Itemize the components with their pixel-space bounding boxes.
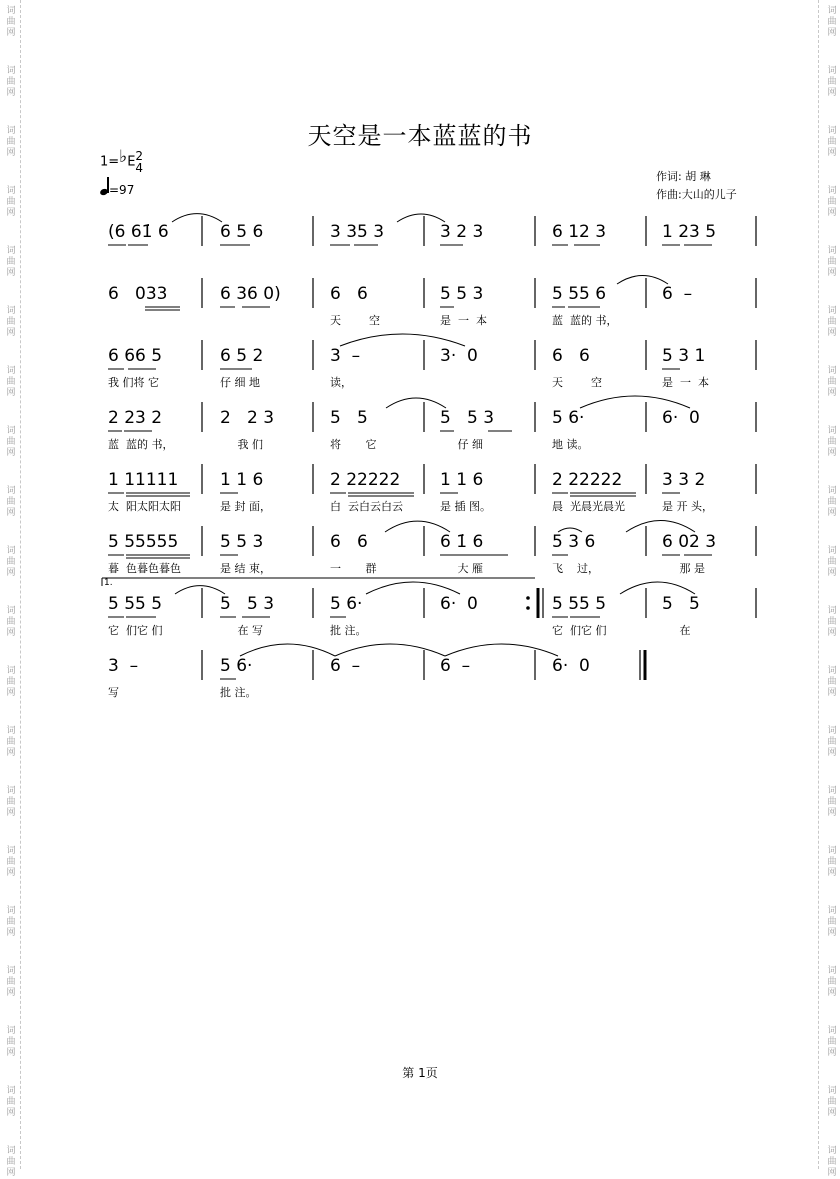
- measure-notes: 6 5 6: [220, 222, 264, 242]
- measure-notes: 3 2 3: [440, 222, 484, 242]
- lyric-text: 是 一 本: [440, 314, 487, 327]
- slur: [558, 528, 582, 532]
- lyric-text: 大 雁: [440, 562, 483, 575]
- watermark-text: 词 曲 网: [827, 786, 837, 818]
- watermark-text: 词 曲 网: [827, 1026, 837, 1058]
- measure-notes: 3 –: [108, 656, 139, 676]
- lyric-text: 批 注。: [220, 686, 257, 699]
- lyric-text: 天 空: [552, 376, 602, 389]
- measure-notes: 5 3 6: [552, 532, 596, 552]
- measure-notes: 6 –: [662, 284, 693, 304]
- watermark-text: 词 曲 网: [827, 486, 837, 518]
- watermark-text: 词 曲 网: [6, 1086, 16, 1118]
- key-signature: 1=♭E 2 4: [100, 146, 144, 175]
- composer-credit: 作曲:大山的儿子: [656, 188, 737, 201]
- lyric-text: 仔 细 地: [220, 376, 260, 389]
- watermark-text: 词 曲 网: [827, 666, 837, 698]
- watermark-text: 词 曲 网: [6, 906, 16, 938]
- song-title: 天空是一本蓝蓝的书: [307, 122, 533, 150]
- measure-notes: 6 12 3: [552, 222, 607, 242]
- watermark-text: 词 曲 网: [827, 846, 837, 878]
- lyric-text: 一 群: [330, 562, 377, 575]
- watermark-text: 词 曲 网: [6, 786, 16, 818]
- repeat-dot: [526, 596, 530, 600]
- watermark-text: 词 曲 网: [827, 966, 837, 998]
- measure-notes: 6 5 2: [220, 346, 264, 366]
- watermark-text: 词 曲 网: [827, 426, 837, 458]
- slur: [340, 334, 465, 346]
- watermark-text: 词 曲 网: [827, 246, 837, 278]
- slur: [175, 586, 225, 594]
- measure-notes: 5 6·: [552, 408, 585, 428]
- lyric-text: 批 注。: [330, 624, 367, 637]
- volta-label: 1.: [104, 578, 113, 588]
- measure-notes: 6 –: [440, 656, 471, 676]
- measure-notes: 5 55 5: [108, 594, 163, 614]
- watermark-text: 词 曲 网: [827, 546, 837, 578]
- watermark-text: 词 曲 网: [6, 846, 16, 878]
- lyric-text: 是 开 头，: [662, 500, 713, 513]
- watermark-text: 词 曲 网: [827, 726, 837, 758]
- measure-notes: 6· 0: [552, 656, 590, 676]
- watermark-text: 词 曲 网: [827, 186, 837, 218]
- watermark-text: 词 曲 网: [827, 6, 837, 38]
- watermark-text: 词 曲 网: [827, 366, 837, 398]
- measure-notes: 5 5 3: [440, 408, 495, 428]
- watermark-text: 词 曲 网: [827, 306, 837, 338]
- measure-notes: 6 –: [330, 656, 361, 676]
- measure-notes: 3· 0: [440, 346, 478, 366]
- measure-notes: 1 1 6: [220, 470, 264, 490]
- measure-notes: 5 6·: [220, 656, 253, 676]
- lyric-text: 仔 细: [440, 438, 483, 451]
- watermark-text: 词 曲 网: [6, 606, 16, 638]
- slur: [335, 644, 445, 656]
- watermark-text: 词 曲 网: [6, 546, 16, 578]
- watermark-text: 词 曲 网: [827, 1146, 837, 1178]
- time-signature: 2 4: [135, 149, 144, 175]
- measure-notes: 3 3 2: [662, 470, 706, 490]
- lyric-text: 写: [108, 686, 119, 699]
- repeat-dot: [526, 606, 530, 610]
- flat-icon: ♭: [119, 146, 128, 167]
- measure-notes: 6 6: [552, 346, 590, 366]
- measure-notes: 5 5 3: [440, 284, 484, 304]
- measure-notes: 2 22222: [330, 470, 401, 490]
- watermark-text: 词 曲 网: [6, 246, 16, 278]
- slur: [385, 521, 450, 532]
- watermark-text: 词 曲 网: [827, 66, 837, 98]
- measure-notes: 1 23 5: [662, 222, 717, 242]
- slur: [172, 214, 222, 222]
- lyric-text: 蓝 蓝的 书，: [108, 438, 174, 451]
- measure-notes: 3 –: [330, 346, 361, 366]
- watermark-text: 词 曲 网: [6, 486, 16, 518]
- lyricist-credit: 作词: 胡 琳: [656, 170, 711, 183]
- watermark-text: 词 曲 网: [827, 126, 837, 158]
- measure-notes: 6 1̇ 6: [440, 532, 484, 552]
- watermark-text: 词 曲 网: [6, 1026, 16, 1058]
- lyric-text: 暮 色暮色暮色: [108, 562, 181, 575]
- lyric-text: 天 空: [330, 314, 380, 327]
- watermark-text: 词 曲 网: [6, 306, 16, 338]
- measure-notes: 3 35 3: [330, 222, 385, 242]
- lyric-text: 蓝 蓝的 书，: [552, 314, 618, 327]
- watermark-text: 词 曲 网: [6, 366, 16, 398]
- measure-notes: 5 5 3: [220, 532, 264, 552]
- watermark-text: 词 曲 网: [827, 906, 837, 938]
- watermark-text: 词 曲 网: [827, 606, 837, 638]
- slur: [620, 582, 695, 594]
- lyric-text: 晨 光晨光晨光: [552, 500, 625, 513]
- measure-notes: 5 5 3: [220, 594, 275, 614]
- lyric-text: 在 写: [220, 624, 263, 637]
- watermark-text: 词 曲 网: [6, 6, 16, 38]
- lyric-text: 太 阳太阳太阳: [108, 500, 181, 513]
- measure-notes: 5 5: [330, 408, 368, 428]
- slur: [617, 276, 668, 285]
- watermark-text: 词 曲 网: [6, 186, 16, 218]
- lyric-text: 那 是: [662, 562, 705, 575]
- lyric-text: 读，: [330, 376, 352, 389]
- lyric-text: 白 云白云白云: [330, 500, 403, 513]
- lyric-text: 我 们: [220, 438, 263, 451]
- watermark-text: 词 曲 网: [6, 666, 16, 698]
- watermark-text: 词 曲 网: [6, 726, 16, 758]
- measure-notes: 2 22222: [552, 470, 623, 490]
- slur: [386, 398, 446, 408]
- measure-notes: 5 55 6: [552, 284, 607, 304]
- measure-notes: 6 6: [330, 284, 368, 304]
- measure-notes: 5 55 5: [552, 594, 607, 614]
- lyric-text: 飞 过，: [552, 562, 599, 575]
- lyric-text: 是 插 图。: [440, 500, 491, 513]
- slur: [240, 644, 335, 656]
- slur: [580, 396, 690, 408]
- measure-notes: 5 55555: [108, 532, 179, 552]
- lyric-text: 它 们它 们: [552, 624, 607, 637]
- measure-notes: 6 6: [330, 532, 368, 552]
- watermark-text: 词 曲 网: [827, 1086, 837, 1118]
- measure-notes: 6 36 0): [220, 284, 281, 304]
- watermark-text: 词 曲 网: [6, 1146, 16, 1178]
- lyric-text: 它 们它 们: [108, 624, 163, 637]
- measure-notes: 6 033: [108, 284, 168, 304]
- slur: [366, 582, 460, 594]
- lyric-text: 是 结 束，: [220, 562, 271, 575]
- measure-notes: 6· 0: [440, 594, 478, 614]
- lyric-text: 在: [662, 624, 691, 637]
- measure-notes: (6 61̇ 6: [108, 222, 169, 242]
- measure-notes: 5 5: [662, 594, 700, 614]
- lyric-text: 将 它: [330, 438, 377, 451]
- watermark-text: 词 曲 网: [6, 426, 16, 458]
- measure-notes: 1 11111: [108, 470, 179, 490]
- measure-notes: 5 3 1: [662, 346, 706, 366]
- watermark-text: 词 曲 网: [6, 966, 16, 998]
- tempo-value: =97: [109, 183, 135, 197]
- lyric-text: 我 们将 它: [108, 376, 159, 389]
- lyric-text: 是 封 面，: [220, 500, 271, 513]
- slur: [397, 214, 445, 222]
- measure-notes: 2 2 3: [220, 408, 275, 428]
- measure-notes: 5 6·: [330, 594, 363, 614]
- watermark-text: 词 曲 网: [6, 66, 16, 98]
- lyric-text: 是 一 本: [662, 376, 709, 389]
- watermark-text: 词 曲 网: [6, 126, 16, 158]
- key-letter: E: [127, 154, 136, 170]
- measure-notes: 2 23 2: [108, 408, 163, 428]
- slur: [445, 644, 558, 656]
- measure-notes: 1 1 6: [440, 470, 484, 490]
- measure-notes: 6· 0: [662, 408, 700, 428]
- lyric-text: 地 读。: [552, 438, 589, 451]
- slur: [626, 521, 695, 533]
- measure-notes: 6 02 3: [662, 532, 717, 552]
- page-number: 第 1页: [402, 1066, 438, 1080]
- measure-notes: 6 66 5: [108, 346, 163, 366]
